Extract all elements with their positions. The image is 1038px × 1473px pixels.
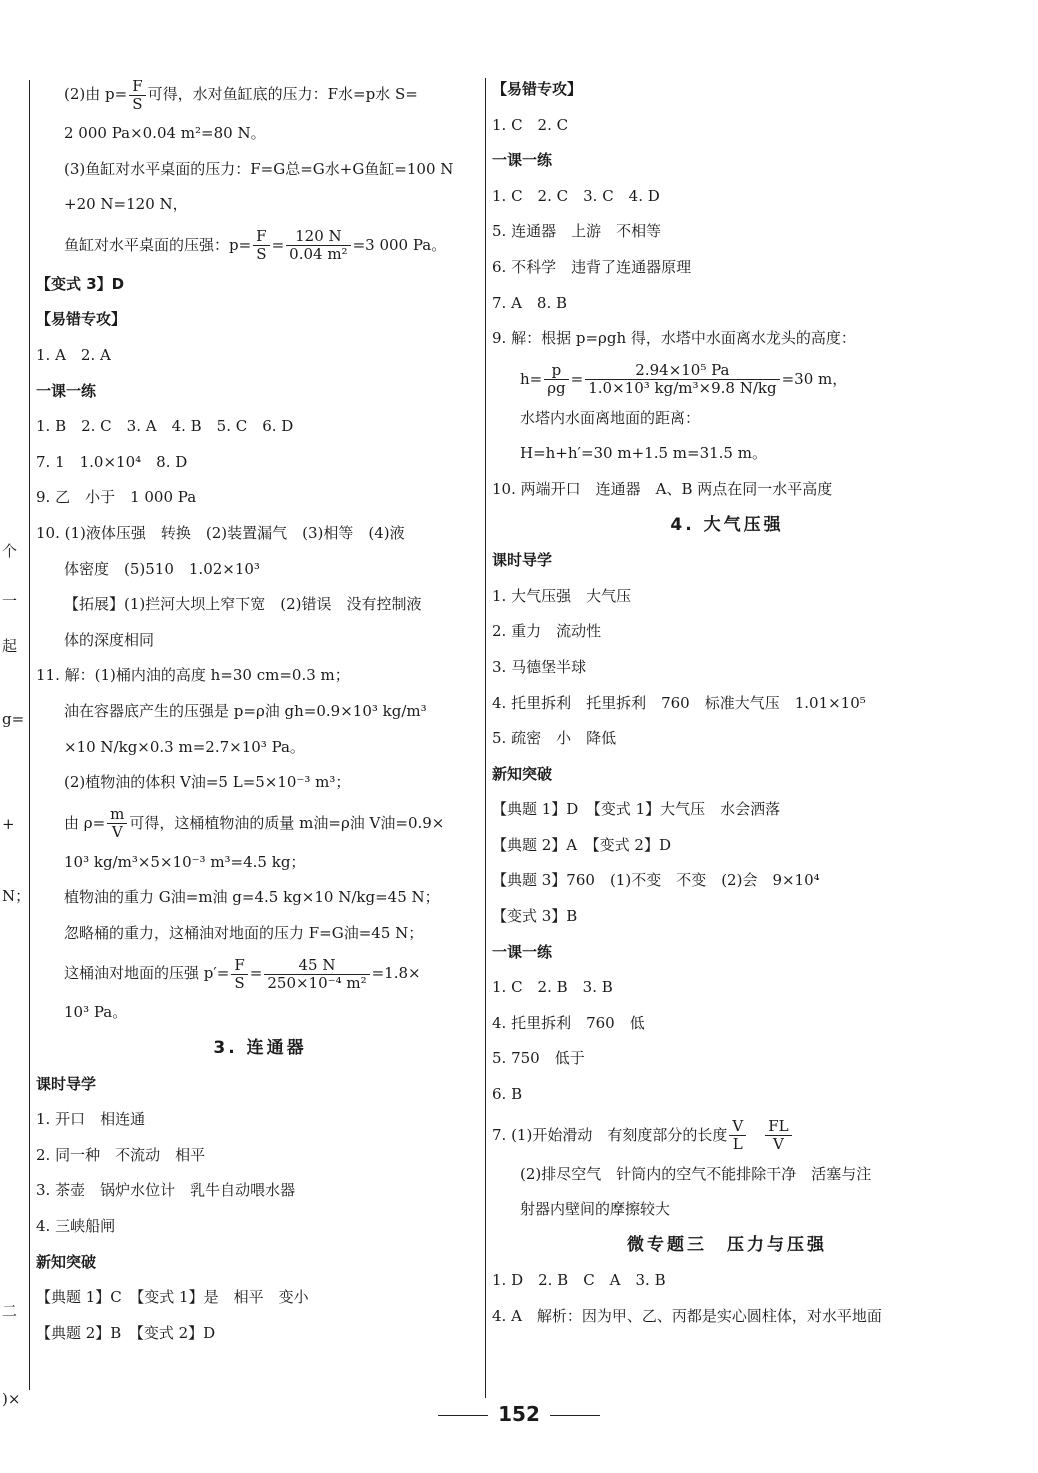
answer-line [492, 828, 962, 864]
fraction [264, 957, 369, 992]
line-text: 9. 乙 小于 1 000 Pa [36, 488, 197, 507]
line-text: 课时导学 [36, 1074, 97, 1093]
answer-line [36, 765, 484, 801]
answer-line [492, 401, 962, 437]
answer-line [36, 730, 484, 766]
answer-line [492, 686, 962, 722]
line-text: 【典题 2】A 【变式 2】D [492, 835, 671, 854]
line-text: 1. 大气压强 大气压 [492, 586, 632, 605]
answer-line [492, 214, 962, 250]
line-text: 4. A 解析：因为甲、乙、丙都是实心圆柱体，对水平地面 [492, 1307, 882, 1325]
answer-line [36, 516, 484, 552]
answer-line [492, 1157, 962, 1193]
line-text: 6. 不科学 违背了连通器原理 [492, 257, 692, 276]
page-number-rule-right [550, 1415, 600, 1416]
section-heading [492, 143, 962, 179]
line-text: 【变式 3】D [36, 274, 125, 293]
line-text: 11. 解：(1)桶内油的高度 h=30 cm=0.3 m； [36, 666, 350, 685]
fraction [107, 806, 127, 841]
fraction-numerator: FL [765, 1118, 791, 1136]
line-text: 4. 托里拆利 托里拆利 760 标准大气压 1.01×10⁵ [492, 693, 866, 712]
right-column [492, 72, 962, 1335]
line-text: 忽略桶的重力，这桶油对地面的压力 F=G油=45 N； [64, 923, 424, 942]
line-text: 3. 马德堡半球 [492, 657, 587, 676]
line-text: 体密度 (5)510 1.02×10³ [64, 559, 260, 578]
line-text: 植物油的重力 G油=m油 g=4.5 kg×10 N/kg=45 N； [64, 888, 440, 907]
fraction-denominator: 250×10⁻⁴ m² [267, 973, 367, 992]
answer-line [36, 1316, 484, 1352]
fraction [129, 78, 145, 113]
answer-line [492, 286, 962, 322]
fraction-numerator: F [253, 228, 269, 246]
section-heading [492, 543, 962, 579]
answer-line [492, 1041, 962, 1077]
answer-line [36, 658, 484, 694]
line-text: 10³ Pa。 [64, 1003, 128, 1022]
line-text: 【典题 2】B 【变式 2】D [36, 1323, 216, 1342]
answer-line [492, 436, 962, 472]
fraction-denominator: S [132, 94, 143, 113]
fraction-numerator: F [129, 78, 145, 96]
answer-line [492, 863, 962, 899]
line-text: 油在容器底产生的压强是 p=ρ油 gh=0.9×10³ kg/m³ [64, 701, 427, 720]
answer-line [36, 552, 484, 588]
line-text: 体的深度相同 [64, 630, 155, 649]
page-number-rule-left [438, 1415, 488, 1416]
section-heading [492, 72, 962, 108]
answer-line [492, 179, 962, 215]
line-text: 由 ρ= [64, 813, 106, 832]
line-text: 一课一练 [492, 151, 553, 170]
answer-line [36, 694, 484, 730]
fraction-denominator: L [732, 1135, 743, 1154]
fraction-denominator: V [111, 823, 123, 842]
answer-line [36, 480, 484, 516]
line-text: 5. 疏密 小 降低 [492, 729, 617, 748]
line-text: 5. 连通器 上游 不相等 [492, 222, 662, 241]
line-text: ×10 N/kg×0.3 m=2.7×10³ Pa。 [64, 737, 305, 756]
fraction-numerator: 120 N [286, 228, 350, 246]
fraction [253, 228, 269, 263]
fraction-numerator: F [231, 957, 247, 975]
fraction-denominator: ρg [547, 379, 566, 398]
line-text: (3)鱼缸对水平桌面的压力：F=G总=G水+G鱼缸=100 N [64, 159, 454, 178]
line-text: (2)排尽空气 针筒内的空气不能排除干净 活塞与注 [520, 1164, 872, 1183]
section-title [492, 508, 962, 544]
fraction-denominator: S [234, 973, 245, 992]
answer-line [492, 721, 962, 757]
answer-line [36, 1209, 484, 1245]
line-text: 1. B 2. C 3. A 4. B 5. C 6. D [36, 417, 294, 436]
line-text: 2. 重力 流动性 [492, 622, 602, 641]
answer-line [36, 587, 484, 623]
answer-line [492, 1006, 962, 1042]
section-heading [36, 374, 484, 410]
answer-line [492, 108, 962, 144]
fraction-numerator: 2.94×10⁵ Pa [585, 362, 779, 380]
line-text: 一课一练 [36, 381, 97, 400]
answer-line [492, 1299, 962, 1335]
line-text: 可得，这桶植物油的质量 m油=ρ油 V油=0.9× [129, 813, 445, 832]
line-text: 1. D 2. B C A 3. B [492, 1271, 666, 1290]
page-number [0, 1402, 1038, 1426]
line-text: 10³ kg/m³×5×10⁻³ m³=4.5 kg； [64, 852, 306, 871]
answer-line [492, 614, 962, 650]
line-text: 【典题 1】D 【变式 1】大气压 水会洒落 [492, 800, 781, 819]
answer-line [492, 792, 962, 828]
answer-line [492, 357, 962, 401]
line-text: 水塔内水面离地面的距离： [520, 408, 701, 427]
line-text: 【拓展】(1)拦河大坝上窄下宽 (2)错误 没有控制液 [64, 595, 422, 614]
edge-fragment: 一 [2, 592, 18, 610]
section-heading [36, 302, 484, 338]
fraction-numerator: m [107, 806, 127, 824]
edge-fragment: + [2, 815, 15, 833]
answer-line [492, 1263, 962, 1299]
line-text: h= [520, 369, 543, 388]
answer-line [492, 250, 962, 286]
line-text: 【易错专攻】 [36, 310, 127, 329]
section-heading [36, 267, 484, 303]
line-text: 5. 750 低于 [492, 1049, 585, 1068]
line-text: 1. 开口 相连通 [36, 1110, 146, 1129]
answer-line [36, 1138, 484, 1174]
answer-line [36, 152, 484, 188]
line-text: 1. C 2. C [492, 115, 569, 134]
line-text: =3 000 Pa。 [352, 235, 447, 254]
answer-line [36, 409, 484, 445]
edge-fragment: 起 [2, 637, 18, 655]
line-text: 9. 解：根据 p=ρgh 得，水塔中水面离水龙头的高度： [492, 329, 856, 348]
line-text: =1.8× [371, 964, 421, 983]
answer-line [36, 1280, 484, 1316]
answer-line [36, 801, 484, 845]
section-heading [492, 757, 962, 793]
answer-line [36, 445, 484, 481]
fraction [729, 1118, 746, 1153]
answer-line [36, 72, 484, 116]
answer-line [492, 1113, 962, 1157]
line-text: 【易错专攻】 [492, 80, 583, 98]
line-text: 微专题三 压力与压强 [627, 1234, 827, 1255]
line-text: 可得，水对鱼缸底的压力：F水=p水 S= [147, 85, 418, 103]
line-text: 2. 同一种 不流动 相平 [36, 1145, 206, 1164]
line-text: 新知突破 [492, 764, 553, 783]
answer-line [36, 995, 484, 1031]
line-text: 1. C 2. B 3. B [492, 978, 613, 997]
line-text: 4. 三峡船闸 [36, 1217, 116, 1236]
answer-line [36, 223, 484, 267]
line-text: =30 m， [781, 369, 848, 388]
answer-line [492, 650, 962, 686]
line-text: 10. 两端开口 连通器 A、B 两点在同一水平高度 [492, 479, 833, 498]
fraction [286, 228, 350, 263]
answer-line [492, 899, 962, 935]
section-title [36, 1031, 484, 1067]
line-text: 4. 托里拆利 760 低 [492, 1013, 645, 1032]
answer-line [36, 845, 484, 881]
answer-line [36, 1173, 484, 1209]
line-text: 2 000 Pa×0.04 m²=80 N。 [64, 124, 266, 142]
section-heading [492, 935, 962, 971]
line-text: 【典题 1】C 【变式 1】是 相平 变小 [36, 1288, 309, 1307]
fraction-numerator: V [729, 1118, 746, 1136]
line-text: 射器内壁间的摩擦较大 [520, 1200, 671, 1219]
answer-line [492, 1077, 962, 1113]
line-text: 6. B [492, 1085, 523, 1104]
line-text: = [249, 964, 263, 983]
answer-line [36, 623, 484, 659]
line-text: 新知突破 [36, 1252, 97, 1271]
line-text: 7. 1 1.0×10⁴ 8. D [36, 452, 188, 471]
answer-line [492, 1192, 962, 1228]
fraction-numerator: p [544, 362, 568, 380]
column-divider [485, 78, 486, 1398]
fraction-numerator: 45 N [264, 957, 369, 975]
line-text: H=h+h′=30 m+1.5 m=31.5 m。 [520, 444, 767, 463]
line-text: 4. 大气压强 [670, 514, 784, 535]
line-text: 1. C 2. C 3. C 4. D [492, 186, 660, 205]
line-text: +20 N=120 N， [64, 195, 188, 214]
answer-line [492, 321, 962, 357]
line-text: (2)植物油的体积 V油=5 L=5×10⁻³ m³； [64, 773, 351, 792]
answer-line [36, 916, 484, 952]
answer-line [36, 338, 484, 374]
previous-page-edge [0, 0, 30, 1473]
line-text: 课时导学 [492, 551, 553, 570]
answer-line [36, 951, 484, 995]
answer-line [492, 970, 962, 1006]
line-text: 7. (1)开始滑动 有刻度部分的长度 [492, 1125, 728, 1144]
answer-line [36, 187, 484, 223]
answer-line [36, 880, 484, 916]
edge-fragment: N； [2, 887, 31, 905]
section-title [492, 1228, 962, 1264]
line-text: = [570, 369, 584, 388]
answer-line [36, 1102, 484, 1138]
fraction [765, 1118, 791, 1153]
line-text: 7. A 8. B [492, 293, 568, 312]
page-number-text: 152 [498, 1402, 540, 1426]
line-text: 【典题 3】760 (1)不变 不变 (2)会 9×10⁴ [492, 871, 820, 890]
line-text [748, 1126, 763, 1144]
answer-line [492, 579, 962, 615]
fraction [544, 362, 568, 397]
section-heading [36, 1245, 484, 1281]
answer-line [492, 472, 962, 508]
line-text: = [271, 235, 285, 254]
fraction-denominator: V [772, 1135, 784, 1154]
fraction-denominator: 1.0×10³ kg/m³×9.8 N/kg [588, 379, 777, 398]
fraction [585, 362, 779, 397]
line-text: 鱼缸对水平桌面的压强：p= [64, 235, 252, 254]
line-text: 10. (1)液体压强 转换 (2)装置漏气 (3)相等 (4)液 [36, 523, 405, 542]
line-text: 一课一练 [492, 942, 553, 961]
line-text: 这桶油对地面的压强 p′= [64, 964, 230, 983]
line-text: 3. 茶壶 锅炉水位计 乳牛自动喂水器 [36, 1181, 296, 1200]
line-text: (2)由 p= [64, 85, 128, 103]
edge-fragment: 二 [2, 1302, 18, 1320]
fraction-denominator: 0.04 m² [289, 245, 348, 264]
section-heading [36, 1067, 484, 1103]
edge-fragment: g= [2, 710, 25, 728]
answer-line [36, 116, 484, 152]
edge-fragment: )× [2, 1390, 21, 1408]
edge-fragment: 个 [2, 542, 18, 560]
fraction-denominator: S [256, 245, 267, 264]
line-text: 【变式 3】B [492, 907, 578, 926]
left-column [36, 72, 484, 1351]
fraction [231, 957, 247, 992]
line-text: 3. 连通器 [213, 1038, 307, 1059]
line-text: 1. A 2. A [36, 345, 111, 364]
